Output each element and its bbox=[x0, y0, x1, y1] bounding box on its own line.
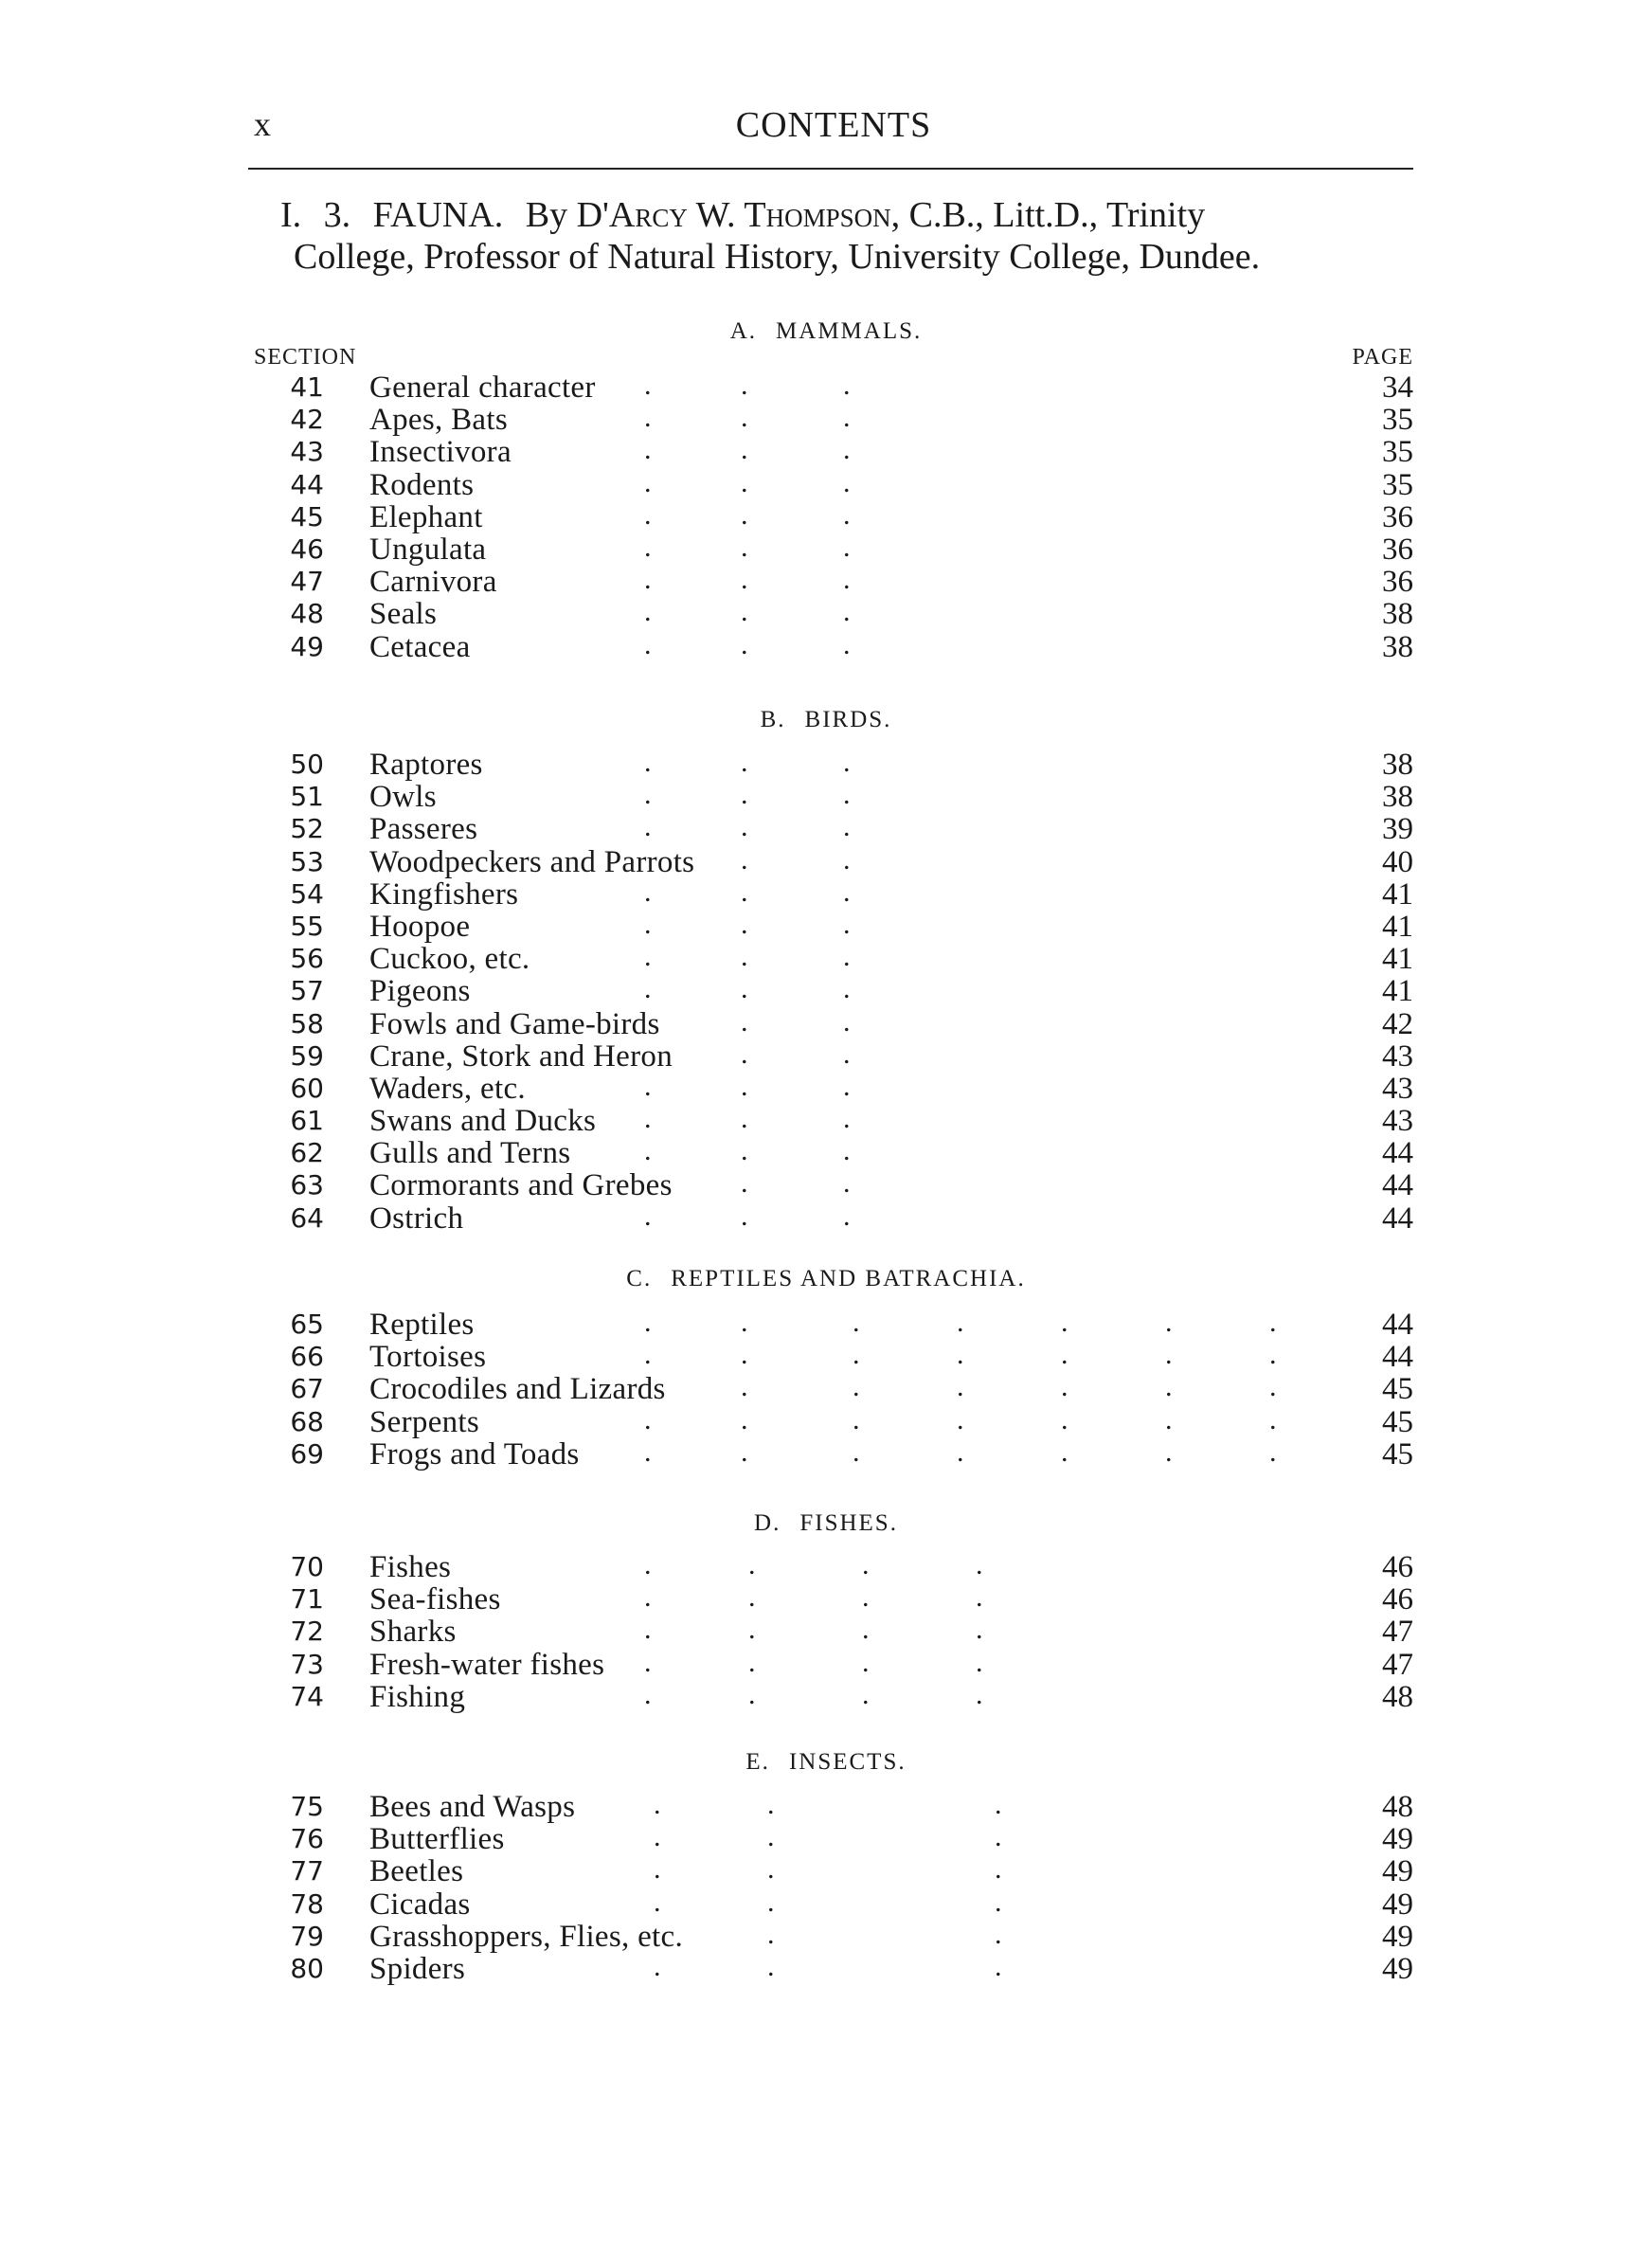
entry-page-number: 49 bbox=[1382, 1919, 1413, 1954]
toc-entry[interactable]: 79 Grasshoppers, Flies, etc. . . 49 bbox=[254, 1921, 1413, 1953]
chapter-by: By bbox=[525, 195, 568, 235]
entry-section-number: 59 bbox=[290, 1039, 324, 1072]
toc-entry[interactable]: 56 Cuckoo, etc. . . . 41 bbox=[254, 943, 1413, 975]
chapter-heading-line2: College, Professor of Natural History, University College, Dundee. bbox=[294, 237, 1261, 277]
entry-title: Bees and Wasps bbox=[369, 1790, 576, 1824]
section-letter: B. bbox=[760, 707, 786, 732]
entry-section-number: 60 bbox=[290, 1072, 324, 1104]
entry-title: Frogs and Toads bbox=[369, 1436, 580, 1472]
entry-section-number: 50 bbox=[290, 749, 324, 780]
entry-title: Crocodiles and Lizards bbox=[369, 1372, 666, 1407]
entry-page-number: 47 bbox=[1382, 1615, 1413, 1650]
entry-page-number: 39 bbox=[1382, 812, 1413, 847]
entry-title: Elephant bbox=[369, 499, 483, 534]
entry-title: Swans and Ducks bbox=[369, 1104, 597, 1139]
entry-page-number: 46 bbox=[1382, 1550, 1413, 1584]
toc-entry[interactable]: 76 Butterflies . . . 49 bbox=[254, 1823, 1413, 1855]
section-title bbox=[0, 1510, 1652, 1537]
entry-title: Apes, Bats bbox=[369, 403, 508, 438]
entry-section-number: 43 bbox=[290, 436, 324, 468]
section-name: FISHES. bbox=[799, 1510, 898, 1536]
toc-entry[interactable]: 63 Cormorants and Grebes . . 44 bbox=[254, 1169, 1413, 1201]
toc-entry[interactable]: 78 Cicadas . . . 49 bbox=[254, 1888, 1413, 1921]
toc-entry[interactable]: 67 Crocodiles and Lizards . . . . . . 45 bbox=[254, 1373, 1413, 1405]
entry-title: Crane, Stork and Heron bbox=[369, 1038, 673, 1074]
entry-title: Insectivora bbox=[369, 435, 512, 470]
entry-title: Cormorants and Grebes bbox=[369, 1168, 673, 1203]
toc-entry[interactable]: 74 Fishing . . . . 48 bbox=[254, 1681, 1413, 1713]
running-head bbox=[254, 104, 1413, 152]
section-entries bbox=[254, 749, 1413, 1235]
toc-entry[interactable]: 53 Woodpeckers and Parrots . . 40 bbox=[254, 846, 1413, 878]
entry-title: Hoopoe bbox=[369, 909, 471, 944]
toc-entry[interactable]: 49 Cetacea . . . 38 bbox=[254, 631, 1413, 663]
entry-title: Grasshoppers, Flies, etc. bbox=[369, 1919, 684, 1954]
entry-page-number: 47 bbox=[1382, 1647, 1413, 1682]
toc-entry[interactable]: 46 Ungulata . . . 36 bbox=[254, 533, 1413, 566]
toc-entry[interactable]: 43 Insectivora . . . 35 bbox=[254, 436, 1413, 468]
section-letter: D. bbox=[754, 1510, 781, 1536]
entry-page-number: 45 bbox=[1382, 1372, 1413, 1407]
entry-title: Reptiles bbox=[369, 1308, 475, 1342]
chapter-part: 3. bbox=[323, 195, 351, 235]
section-name: MAMMALS. bbox=[776, 318, 923, 344]
entry-title: Gulls and Terns bbox=[369, 1136, 571, 1171]
toc-entry[interactable]: 75 Bees and Wasps . . . 48 bbox=[254, 1791, 1413, 1823]
entry-section-number: 80 bbox=[290, 1952, 324, 1984]
toc-entry[interactable]: 68 Serpents . . . . . . . 45 bbox=[254, 1406, 1413, 1438]
entry-page-number: 45 bbox=[1382, 1404, 1413, 1439]
toc-entry[interactable]: 52 Passeres . . . 39 bbox=[254, 813, 1413, 845]
entry-section-number: 44 bbox=[290, 468, 324, 500]
entry-page-number: 44 bbox=[1382, 1168, 1413, 1203]
entry-title: Ostrich bbox=[369, 1201, 464, 1236]
chapter-author: D'Arcy W. Thompson bbox=[576, 195, 891, 235]
toc-entry[interactable]: 77 Beetles . . . 49 bbox=[254, 1855, 1413, 1887]
entry-page-number: 36 bbox=[1382, 532, 1413, 567]
toc-entry[interactable]: 59 Crane, Stork and Heron . . 43 bbox=[254, 1040, 1413, 1073]
entry-page-number: 48 bbox=[1382, 1790, 1413, 1824]
entry-title: Carnivora bbox=[369, 565, 497, 600]
entry-title: Fishes bbox=[369, 1550, 452, 1584]
entry-page-number: 38 bbox=[1382, 748, 1413, 782]
entry-section-number: 63 bbox=[290, 1169, 324, 1201]
entry-title: Rodents bbox=[369, 467, 475, 502]
entry-title: Butterflies bbox=[369, 1822, 505, 1857]
entry-page-number: 41 bbox=[1382, 909, 1413, 944]
section-letter: E. bbox=[745, 1749, 770, 1775]
toc-entry[interactable]: 50 Raptores . . . 38 bbox=[254, 749, 1413, 781]
toc-entry[interactable]: 70 Fishes . . . . 46 bbox=[254, 1551, 1413, 1583]
entry-page-number: 48 bbox=[1382, 1679, 1413, 1714]
entry-section-number: 54 bbox=[290, 877, 324, 910]
toc-entry[interactable]: 62 Gulls and Terns . . . 44 bbox=[254, 1137, 1413, 1169]
entry-title: Cicadas bbox=[369, 1887, 471, 1922]
entry-page-number: 34 bbox=[1382, 370, 1413, 405]
chapter-credentials: , C.B., Litt.D., Trinity bbox=[890, 195, 1206, 235]
section-entries bbox=[254, 1551, 1413, 1713]
toc-entry[interactable]: 51 Owls . . . 38 bbox=[254, 781, 1413, 813]
section-title bbox=[0, 1749, 1652, 1776]
entry-title: Sharks bbox=[369, 1615, 457, 1650]
entry-section-number: 69 bbox=[290, 1437, 324, 1470]
entry-title: Kingfishers bbox=[369, 876, 519, 912]
entry-page-number: 44 bbox=[1382, 1340, 1413, 1375]
entry-page-number: 35 bbox=[1382, 403, 1413, 438]
entry-page-number: 44 bbox=[1382, 1308, 1413, 1342]
section-name: REPTILES AND BATRACHIA. bbox=[671, 1266, 1026, 1291]
entry-title: Cuckoo, etc. bbox=[369, 942, 530, 977]
section-name: BIRDS. bbox=[804, 707, 892, 732]
entry-section-number: 49 bbox=[290, 630, 324, 662]
entry-page-number: 49 bbox=[1382, 1951, 1413, 1986]
entry-section-number: 76 bbox=[290, 1823, 324, 1855]
toc-entry[interactable]: 42 Apes, Bats . . . 35 bbox=[254, 404, 1413, 436]
entry-page-number: 44 bbox=[1382, 1201, 1413, 1236]
entry-title: Owls bbox=[369, 780, 437, 815]
toc-entry[interactable]: 55 Hoopoe . . . 41 bbox=[254, 911, 1413, 943]
toc-entry[interactable]: 57 Pigeons . . . 41 bbox=[254, 975, 1413, 1007]
section-letter: C. bbox=[626, 1266, 653, 1291]
entry-section-number: 68 bbox=[290, 1405, 324, 1437]
entry-page-number: 46 bbox=[1382, 1582, 1413, 1617]
entry-page-number: 43 bbox=[1382, 1038, 1413, 1074]
toc-entry[interactable]: 73 Fresh-water fishes . . . . 47 bbox=[254, 1649, 1413, 1681]
entry-section-number: 41 bbox=[290, 371, 324, 403]
toc-entry[interactable]: 41 General character . . . 34 bbox=[254, 371, 1413, 404]
entry-page-number: 43 bbox=[1382, 1071, 1413, 1106]
entry-section-number: 53 bbox=[290, 845, 324, 877]
toc-entry[interactable]: 45 Elephant . . . 36 bbox=[254, 501, 1413, 533]
toc-entry[interactable]: 69 Frogs and Toads . . . . . . . 45 bbox=[254, 1438, 1413, 1471]
entry-section-number: 71 bbox=[290, 1583, 324, 1616]
chapter-heading-line1 bbox=[280, 194, 1398, 236]
entry-section-number: 65 bbox=[290, 1309, 324, 1340]
toc-entry[interactable]: 61 Swans and Ducks . . . 43 bbox=[254, 1105, 1413, 1137]
section-name: INSECTS. bbox=[788, 1749, 907, 1775]
entry-page-number: 49 bbox=[1382, 1887, 1413, 1922]
toc-entry[interactable]: 54 Kingfishers . . . 41 bbox=[254, 878, 1413, 911]
section-title bbox=[0, 1266, 1652, 1292]
entry-title: Fresh-water fishes bbox=[369, 1647, 605, 1682]
header-rule bbox=[248, 168, 1413, 170]
entry-title: Spiders bbox=[369, 1951, 466, 1986]
section-title bbox=[0, 318, 1652, 345]
toc-entry[interactable]: 64 Ostrich . . . 44 bbox=[254, 1202, 1413, 1235]
section-letter: A. bbox=[729, 318, 758, 344]
entry-page-number: 35 bbox=[1382, 467, 1413, 502]
entry-section-number: 58 bbox=[290, 1007, 324, 1039]
entry-section-number: 74 bbox=[290, 1680, 324, 1712]
entry-page-number: 41 bbox=[1382, 942, 1413, 977]
toc-entry[interactable]: 60 Waders, etc. . . . 43 bbox=[254, 1073, 1413, 1105]
entry-page-number: 41 bbox=[1382, 974, 1413, 1009]
entry-title: Ungulata bbox=[369, 532, 487, 567]
entry-section-number: 67 bbox=[290, 1373, 324, 1405]
entry-title: Woodpeckers and Parrots bbox=[369, 844, 695, 879]
section-column-label: SECTION bbox=[254, 345, 357, 370]
column-labels bbox=[254, 345, 1413, 371]
entry-page-number: 38 bbox=[1382, 780, 1413, 815]
toc-entry[interactable]: 65 Reptiles . . . . . . . 44 bbox=[254, 1309, 1413, 1341]
entry-section-number: 78 bbox=[290, 1887, 324, 1920]
entry-title: Passeres bbox=[369, 812, 478, 847]
entry-section-number: 55 bbox=[290, 910, 324, 942]
entry-title: Seals bbox=[369, 597, 438, 632]
running-title: CONTENTS bbox=[735, 105, 932, 145]
entry-title: Raptores bbox=[369, 748, 483, 782]
page-number: x bbox=[254, 105, 271, 143]
entry-title: Fowls and Game-birds bbox=[369, 1006, 660, 1041]
toc-entry[interactable]: 72 Sharks . . . . 47 bbox=[254, 1616, 1413, 1648]
entry-section-number: 45 bbox=[290, 500, 324, 533]
entry-title: Serpents bbox=[369, 1404, 480, 1439]
toc-entry[interactable]: 44 Rodents . . . 35 bbox=[254, 469, 1413, 501]
entry-page-number: 43 bbox=[1382, 1104, 1413, 1139]
entry-page-number: 35 bbox=[1382, 435, 1413, 470]
entry-section-number: 64 bbox=[290, 1201, 324, 1234]
entry-page-number: 38 bbox=[1382, 597, 1413, 632]
entry-title: Cetacea bbox=[369, 629, 471, 664]
entry-title: Pigeons bbox=[369, 974, 471, 1009]
entry-page-number: 41 bbox=[1382, 876, 1413, 912]
entry-section-number: 72 bbox=[290, 1616, 324, 1648]
chapter-number: I. bbox=[280, 195, 302, 235]
toc-entry[interactable]: 71 Sea-fishes . . . . 46 bbox=[254, 1583, 1413, 1616]
chapter-heading bbox=[280, 194, 1398, 278]
entry-section-number: 66 bbox=[290, 1341, 324, 1373]
entry-section-number: 48 bbox=[290, 598, 324, 630]
entry-section-number: 70 bbox=[290, 1551, 324, 1582]
entry-section-number: 79 bbox=[290, 1920, 324, 1952]
entry-page-number: 49 bbox=[1382, 1822, 1413, 1857]
entry-section-number: 57 bbox=[290, 975, 324, 1007]
toc-entry[interactable]: 58 Fowls and Game-birds . . 42 bbox=[254, 1008, 1413, 1040]
entry-page-number: 40 bbox=[1382, 844, 1413, 879]
entry-title: Beetles bbox=[369, 1854, 464, 1889]
entry-page-number: 38 bbox=[1382, 629, 1413, 664]
toc-entry[interactable]: 66 Tortoises . . . . . . . 44 bbox=[254, 1341, 1413, 1373]
section-entries bbox=[254, 1791, 1413, 1985]
chapter-title: FAUNA. bbox=[372, 195, 504, 235]
entry-page-number: 36 bbox=[1382, 565, 1413, 600]
section-title bbox=[0, 707, 1652, 733]
entry-page-number: 45 bbox=[1382, 1436, 1413, 1472]
entry-section-number: 51 bbox=[290, 781, 324, 813]
entry-title: Waders, etc. bbox=[369, 1071, 526, 1106]
entry-page-number: 44 bbox=[1382, 1136, 1413, 1171]
entry-section-number: 52 bbox=[290, 813, 324, 845]
entry-section-number: 75 bbox=[290, 1791, 324, 1822]
entry-section-number: 56 bbox=[290, 943, 324, 975]
entry-title: General character bbox=[369, 370, 596, 405]
section-entries bbox=[254, 371, 1413, 663]
entry-page-number: 36 bbox=[1382, 499, 1413, 534]
page-column-label: PAGE bbox=[1352, 345, 1413, 370]
toc-entry[interactable]: 80 Spiders . . . 49 bbox=[254, 1953, 1413, 1985]
entry-section-number: 77 bbox=[290, 1855, 324, 1887]
section-entries bbox=[254, 1309, 1413, 1471]
entry-section-number: 73 bbox=[290, 1648, 324, 1680]
entry-section-number: 61 bbox=[290, 1105, 324, 1137]
entry-section-number: 46 bbox=[290, 533, 324, 565]
entry-page-number: 49 bbox=[1382, 1854, 1413, 1889]
entry-title: Tortoises bbox=[369, 1340, 487, 1375]
entry-page-number: 42 bbox=[1382, 1006, 1413, 1041]
toc-entry[interactable]: 47 Carnivora . . . 36 bbox=[254, 566, 1413, 598]
entry-section-number: 62 bbox=[290, 1137, 324, 1169]
entry-title: Sea-fishes bbox=[369, 1582, 501, 1617]
toc-entry[interactable]: 48 Seals . . . 38 bbox=[254, 598, 1413, 630]
entry-section-number: 47 bbox=[290, 566, 324, 598]
entry-title: Fishing bbox=[369, 1679, 466, 1714]
entry-section-number: 42 bbox=[290, 404, 324, 436]
